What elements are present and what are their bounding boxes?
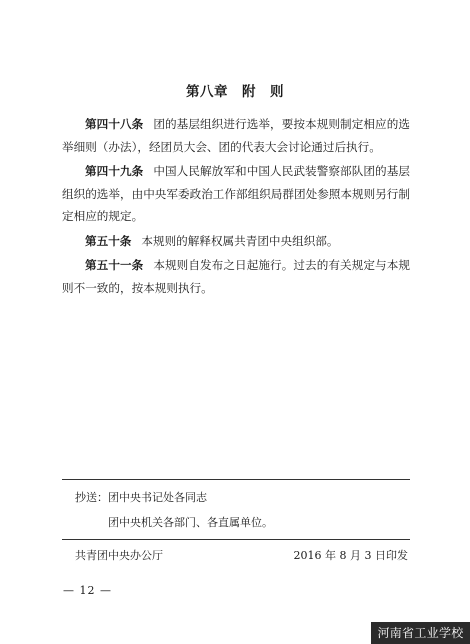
article-48 xyxy=(62,113,410,158)
page-number: — 12 — xyxy=(63,584,112,597)
article-50 xyxy=(62,230,410,253)
article-number: 第四十九条 xyxy=(85,164,144,178)
article-51 xyxy=(62,254,410,299)
chapter-prefix: 第八章 xyxy=(186,84,228,100)
article-number: 第五十条 xyxy=(85,233,132,248)
article-text: 中国人民解放军和中国人民武装警察部队团的基层组织的选举，由中央军委政治工作部组织局群团处参照本规则另行制定相应的规定。 xyxy=(62,164,410,223)
article-text: 本规则自发布之日起施行。过去的有关规定与本规则不一致的，按本规则执行。 xyxy=(62,258,410,295)
footer-bottom-divider xyxy=(62,539,410,540)
issuing-office: 共青团中央办公厅 xyxy=(75,549,163,562)
cc-recipients-line2: 团中央机关各部门、各直属单位。 xyxy=(108,516,273,529)
article-number: 第五十一条 xyxy=(85,258,144,272)
issue-date: 2016 年 8 月 3 日印发 xyxy=(293,549,408,562)
article-49 xyxy=(62,160,410,228)
article-number: 第四十八条 xyxy=(85,117,144,131)
watermark-badge: 河南省工业学校 xyxy=(371,622,470,644)
article-text: 本规则的解释权属共青团中央组织部。 xyxy=(141,233,339,248)
chapter-name: 附 则 xyxy=(242,84,284,100)
article-list xyxy=(62,113,410,299)
chapter-heading xyxy=(0,80,470,100)
footer-top-divider xyxy=(62,479,410,480)
article-text: 团的基层组织进行选举，要按本规则制定相应的选举细则（办法），经团员大会、团的代表大会讨论通过后执行。 xyxy=(62,117,410,154)
cc-recipients-line1: 抄送：团中央书记处各同志 xyxy=(75,491,207,504)
